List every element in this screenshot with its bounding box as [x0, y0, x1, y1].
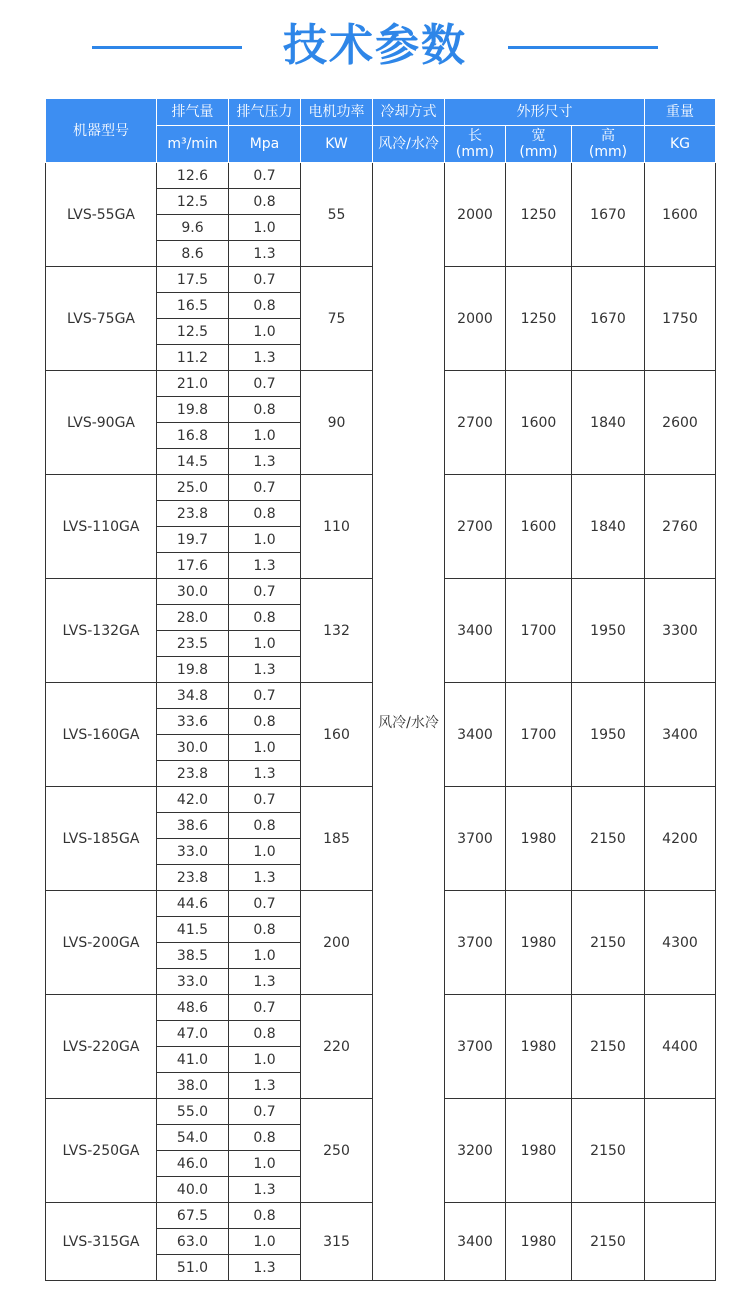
flow-cell: 40.0 [157, 1177, 229, 1203]
flow-cell: 17.5 [157, 267, 229, 293]
flow-cell: 46.0 [157, 1151, 229, 1177]
pressure-cell: 0.8 [229, 397, 301, 423]
flow-cell: 8.6 [157, 241, 229, 267]
weight-cell: 4400 [645, 995, 716, 1099]
model-cell: LVS-160GA [46, 683, 157, 787]
flow-cell: 14.5 [157, 449, 229, 475]
flow-cell: 55.0 [157, 1099, 229, 1125]
width-cell: 1700 [506, 683, 572, 787]
length-cell: 2700 [445, 371, 506, 475]
col-length-label: 长 [468, 128, 482, 144]
flow-cell: 19.8 [157, 397, 229, 423]
col-pressure: 排气压力 [229, 99, 301, 126]
height-cell: 1840 [572, 371, 645, 475]
flow-cell: 25.0 [157, 475, 229, 501]
length-cell: 3400 [445, 579, 506, 683]
power-cell: 110 [301, 475, 373, 579]
weight-cell [645, 1203, 716, 1281]
height-cell: 1670 [572, 163, 645, 267]
col-length-unit: (mm) [455, 144, 495, 160]
model-cell: LVS-75GA [46, 267, 157, 371]
flow-cell: 38.6 [157, 813, 229, 839]
col-length [445, 126, 506, 163]
power-cell: 220 [301, 995, 373, 1099]
width-cell: 1980 [506, 787, 572, 891]
col-weight-unit: KG [645, 126, 716, 163]
pressure-cell: 1.0 [229, 1229, 301, 1255]
length-cell: 3700 [445, 787, 506, 891]
pressure-cell: 1.3 [229, 865, 301, 891]
weight-cell: 4200 [645, 787, 716, 891]
flow-cell: 11.2 [157, 345, 229, 371]
width-cell: 1600 [506, 475, 572, 579]
pressure-cell: 0.8 [229, 1125, 301, 1151]
pressure-cell: 1.3 [229, 657, 301, 683]
flow-cell: 47.0 [157, 1021, 229, 1047]
model-cell: LVS-220GA [46, 995, 157, 1099]
model-cell: LVS-315GA [46, 1203, 157, 1281]
col-height-label: 高 [601, 128, 615, 144]
weight-cell: 2600 [645, 371, 716, 475]
pressure-cell: 0.8 [229, 605, 301, 631]
width-cell: 1980 [506, 1099, 572, 1203]
pressure-cell: 1.3 [229, 1073, 301, 1099]
col-model: 机器型号 [46, 99, 157, 163]
power-cell: 132 [301, 579, 373, 683]
power-cell: 315 [301, 1203, 373, 1281]
flow-cell: 30.0 [157, 579, 229, 605]
weight-cell: 2760 [645, 475, 716, 579]
model-cell: LVS-132GA [46, 579, 157, 683]
height-cell: 2150 [572, 1099, 645, 1203]
pressure-cell: 0.7 [229, 371, 301, 397]
flow-cell: 9.6 [157, 215, 229, 241]
pressure-cell: 1.0 [229, 1151, 301, 1177]
pressure-cell: 0.8 [229, 293, 301, 319]
pressure-cell: 0.8 [229, 813, 301, 839]
pressure-cell: 0.7 [229, 787, 301, 813]
model-cell: LVS-185GA [46, 787, 157, 891]
flow-cell: 54.0 [157, 1125, 229, 1151]
pressure-cell: 1.3 [229, 969, 301, 995]
weight-cell [645, 1099, 716, 1203]
pressure-cell: 1.0 [229, 527, 301, 553]
length-cell: 3700 [445, 995, 506, 1099]
col-width-label: 宽 [531, 128, 546, 144]
weight-cell: 1600 [645, 163, 716, 267]
power-cell: 200 [301, 891, 373, 995]
flow-cell: 48.6 [157, 995, 229, 1021]
power-cell: 160 [301, 683, 373, 787]
model-cell: LVS-55GA [46, 163, 157, 267]
flow-cell: 44.6 [157, 891, 229, 917]
col-cooling: 冷却方式 [373, 99, 445, 126]
pressure-cell: 1.3 [229, 241, 301, 267]
col-height-unit: (mm) [588, 144, 628, 160]
weight-cell: 1750 [645, 267, 716, 371]
flow-cell: 12.5 [157, 319, 229, 345]
power-cell: 75 [301, 267, 373, 371]
height-cell: 1840 [572, 475, 645, 579]
model-cell: LVS-250GA [46, 1099, 157, 1203]
pressure-cell: 0.7 [229, 579, 301, 605]
power-cell: 55 [301, 163, 373, 267]
flow-cell: 41.0 [157, 1047, 229, 1073]
length-cell: 3200 [445, 1099, 506, 1203]
col-width-unit: (mm) [519, 144, 558, 160]
col-weight: 重量 [645, 99, 716, 126]
flow-cell: 17.6 [157, 553, 229, 579]
flow-cell: 33.6 [157, 709, 229, 735]
length-cell: 3400 [445, 1203, 506, 1281]
pressure-cell: 1.3 [229, 345, 301, 371]
flow-cell: 21.0 [157, 371, 229, 397]
pressure-cell: 1.0 [229, 319, 301, 345]
flow-cell: 23.8 [157, 501, 229, 527]
flow-cell: 23.5 [157, 631, 229, 657]
page-title: 技术参数 [283, 20, 467, 71]
spec-table-body [46, 163, 716, 1281]
height-cell: 2150 [572, 787, 645, 891]
flow-cell: 33.0 [157, 969, 229, 995]
width-cell: 1980 [506, 891, 572, 995]
pressure-cell: 1.0 [229, 423, 301, 449]
weight-cell: 3400 [645, 683, 716, 787]
flow-cell: 42.0 [157, 787, 229, 813]
pressure-cell: 1.3 [229, 1255, 301, 1281]
pressure-cell: 1.0 [229, 215, 301, 241]
pressure-cell: 0.7 [229, 995, 301, 1021]
col-width [506, 126, 572, 163]
pressure-cell: 0.8 [229, 1203, 301, 1229]
width-cell: 1980 [506, 1203, 572, 1281]
col-cooling-sub: 风冷/水冷 [373, 126, 445, 163]
col-flow-unit: m³/min [157, 126, 229, 163]
pressure-cell: 0.8 [229, 917, 301, 943]
pressure-cell: 0.8 [229, 709, 301, 735]
page-header [0, 0, 750, 98]
pressure-cell: 1.3 [229, 1177, 301, 1203]
table-row [46, 163, 716, 189]
flow-cell: 12.6 [157, 163, 229, 189]
pressure-cell: 0.8 [229, 1021, 301, 1047]
pressure-cell: 1.0 [229, 631, 301, 657]
pressure-cell: 0.8 [229, 189, 301, 215]
width-cell: 1700 [506, 579, 572, 683]
height-cell: 1950 [572, 683, 645, 787]
pressure-cell: 1.0 [229, 839, 301, 865]
col-dims: 外形尺寸 [445, 99, 645, 126]
height-cell: 2150 [572, 995, 645, 1099]
col-power-unit: KW [301, 126, 373, 163]
pressure-cell: 0.7 [229, 1099, 301, 1125]
pressure-cell: 0.7 [229, 267, 301, 293]
pressure-cell: 0.7 [229, 891, 301, 917]
flow-cell: 28.0 [157, 605, 229, 631]
col-flow: 排气量 [157, 99, 229, 126]
flow-cell: 41.5 [157, 917, 229, 943]
height-cell: 1950 [572, 579, 645, 683]
pressure-cell: 1.0 [229, 943, 301, 969]
power-cell: 185 [301, 787, 373, 891]
weight-cell: 4300 [645, 891, 716, 995]
model-cell: LVS-200GA [46, 891, 157, 995]
width-cell: 1980 [506, 995, 572, 1099]
flow-cell: 51.0 [157, 1255, 229, 1281]
pressure-cell: 0.7 [229, 163, 301, 189]
length-cell: 3700 [445, 891, 506, 995]
pressure-cell: 0.7 [229, 683, 301, 709]
power-cell: 90 [301, 371, 373, 475]
width-cell: 1250 [506, 267, 572, 371]
width-cell: 1250 [506, 163, 572, 267]
height-cell: 2150 [572, 891, 645, 995]
model-cell: LVS-90GA [46, 371, 157, 475]
flow-cell: 16.5 [157, 293, 229, 319]
flow-cell: 33.0 [157, 839, 229, 865]
flow-cell: 67.5 [157, 1203, 229, 1229]
pressure-cell: 0.8 [229, 501, 301, 527]
flow-cell: 23.8 [157, 865, 229, 891]
flow-cell: 23.8 [157, 761, 229, 787]
pressure-cell: 1.0 [229, 735, 301, 761]
flow-cell: 19.8 [157, 657, 229, 683]
flow-cell: 34.8 [157, 683, 229, 709]
pressure-cell: 1.3 [229, 553, 301, 579]
model-cell: LVS-110GA [46, 475, 157, 579]
flow-cell: 16.8 [157, 423, 229, 449]
title-decor-line-right [508, 46, 658, 49]
pressure-cell: 0.7 [229, 475, 301, 501]
col-height [572, 126, 645, 163]
flow-cell: 12.5 [157, 189, 229, 215]
spec-table [45, 98, 716, 1281]
height-cell: 1670 [572, 267, 645, 371]
pressure-cell: 1.0 [229, 1047, 301, 1073]
weight-cell: 3300 [645, 579, 716, 683]
flow-cell: 38.0 [157, 1073, 229, 1099]
spec-table-header [46, 99, 716, 163]
length-cell: 2700 [445, 475, 506, 579]
cooling-cell: 风冷/水冷 [373, 163, 445, 1281]
flow-cell: 38.5 [157, 943, 229, 969]
height-cell: 2150 [572, 1203, 645, 1281]
length-cell: 2000 [445, 267, 506, 371]
col-pressure-unit: Mpa [229, 126, 301, 163]
flow-cell: 30.0 [157, 735, 229, 761]
length-cell: 2000 [445, 163, 506, 267]
power-cell: 250 [301, 1099, 373, 1203]
pressure-cell: 1.3 [229, 449, 301, 475]
length-cell: 3400 [445, 683, 506, 787]
pressure-cell: 1.3 [229, 761, 301, 787]
width-cell: 1600 [506, 371, 572, 475]
flow-cell: 63.0 [157, 1229, 229, 1255]
col-power: 电机功率 [301, 99, 373, 126]
flow-cell: 19.7 [157, 527, 229, 553]
